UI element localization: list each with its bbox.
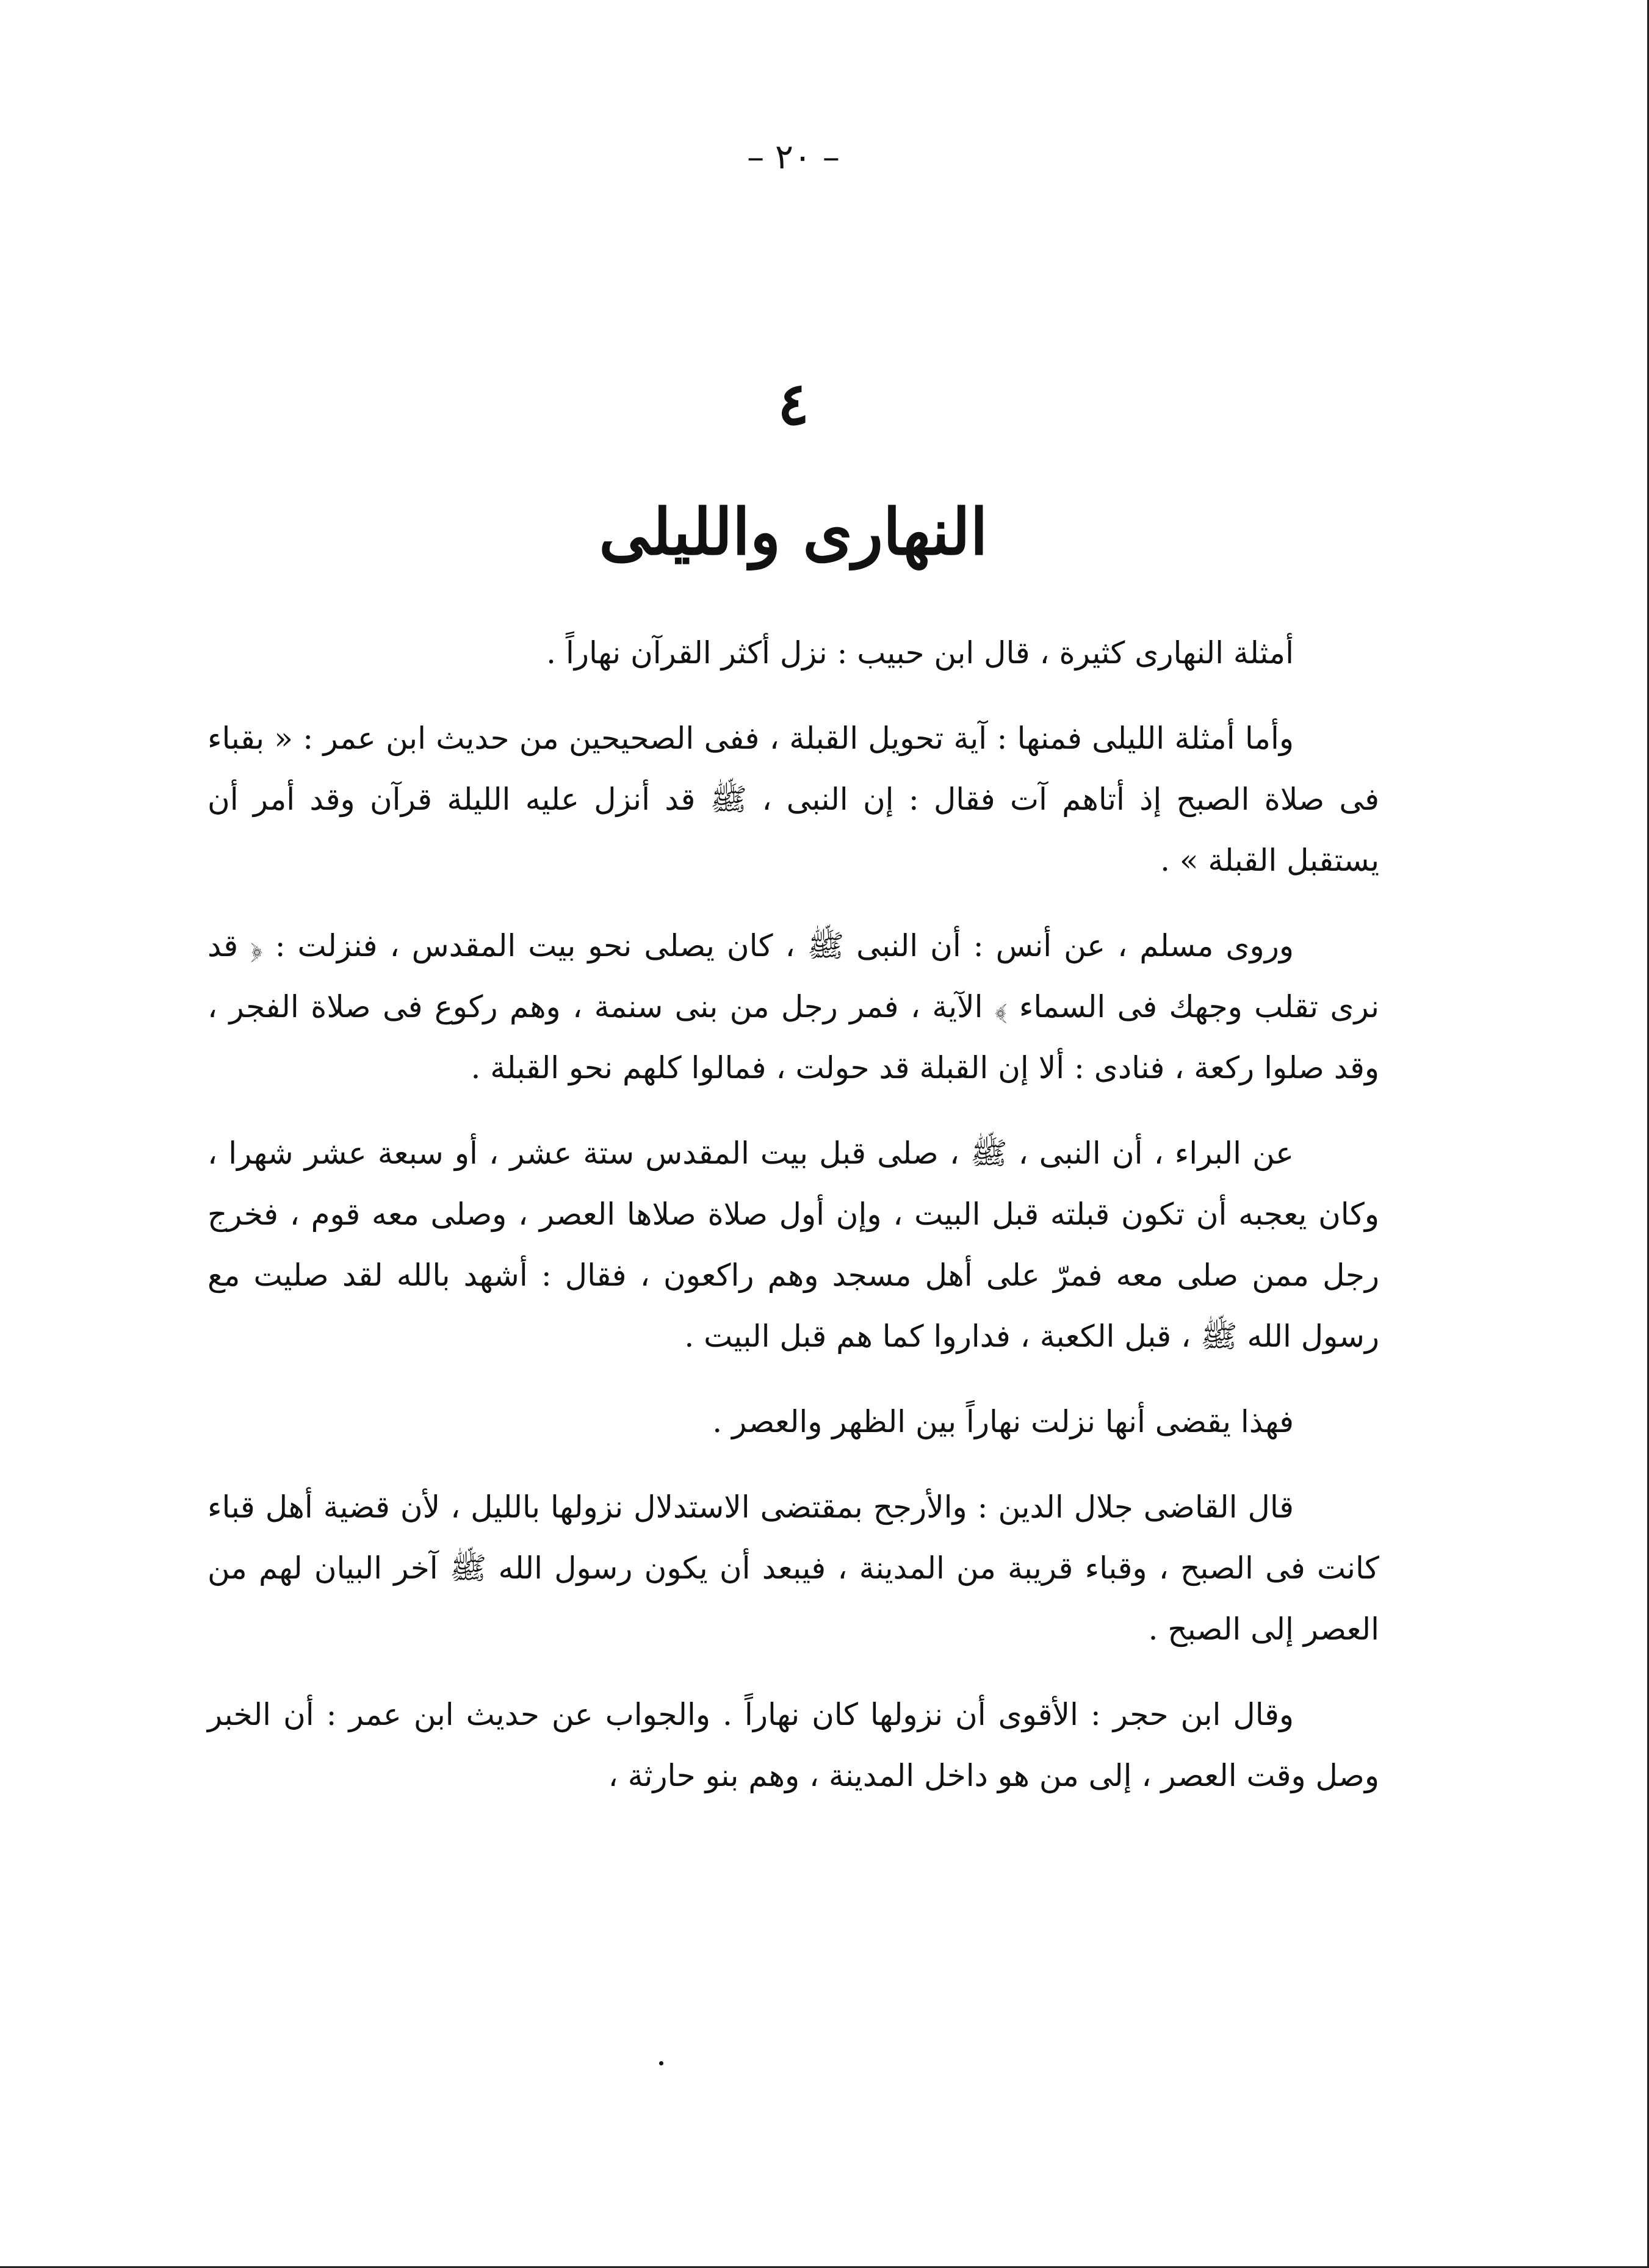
scan-speck: [659, 2061, 663, 2065]
page-number: – ٢٠ –: [747, 137, 840, 177]
paragraph: وقال ابن حجر : الأقوى أن نزولها كان نهاراً . والجواب عن حديث ابن عمر : أن الخبر وصل وقت العصر ، إلى من هو داخل المدينة ، وهم بنو حارثة ،: [207, 1697, 1379, 1793]
paragraph: فهذا يقضى أنها نزلت نهاراً بين الظهر والعصر .: [712, 1404, 1294, 1439]
chapter-number: ٤: [778, 369, 809, 438]
paragraph: وروى مسلم ، عن أنس : أن النبى ﷺ ، كان يصلى نحو بيت المقدس ، فنزلت : ﴿ قد نرى تقلب وجهك فى السماء ﴾ الآية ، فمر رجل من بنى سنمة ، وهم ركوع فى صلاة الفجر ، وقد صلوا ركعة ، فنادى : ألا إن القبلة قد حولت ، فمالوا كلهم نحو القبلة .: [207, 928, 1379, 1085]
paragraph: قال القاضى جلال الدين : والأرجح بمقتضى الاستدلال نزولها بالليل ، لأن قضية أهل قباء كانت فى الصبح ، وقباء قريبة من المدينة ، فيبعد أن يكون رسول الله ﷺ آخر البيان لهم من العصر إلى الصبح .: [207, 1489, 1379, 1647]
paragraph: أمثلة النهارى كثيرة ، قال ابن حبيب : نزل أكثر القرآن نهاراً .: [546, 635, 1294, 671]
paragraph: عن البراء ، أن النبى ، ﷺ ، صلى قبل بيت المقدس ستة عشر ، أو سبعة عشر شهرا ، وكان يعجبه أن تكون قبلته قبل البيت ، وإن أول صلاة صلاها العصر ، وصلى معه قوم ، فخرج رجل ممن صلى معه فمرّ على أهل مسجد وهم راكعون ، فقال : أشهد بالله لقد صليت مع رسول الله ﷺ ، قبل الكعبة ، فداروا كما هم قبل البيت .: [207, 1136, 1379, 1354]
chapter-title: النهارى والليلى: [599, 494, 988, 569]
paragraph: وأما أمثلة الليلى فمنها : آية تحويل القبلة ، ففى الصحيحين من حديث ابن عمر : « بقباء فى صلاة الصبح إذ أتاهم آت فقال : إن النبى ، ﷺ قد أنزل عليه الليلة قرآن وقد أمر أن يستقبل القبلة » .: [207, 721, 1379, 878]
body-text: [207, 622, 1379, 1831]
